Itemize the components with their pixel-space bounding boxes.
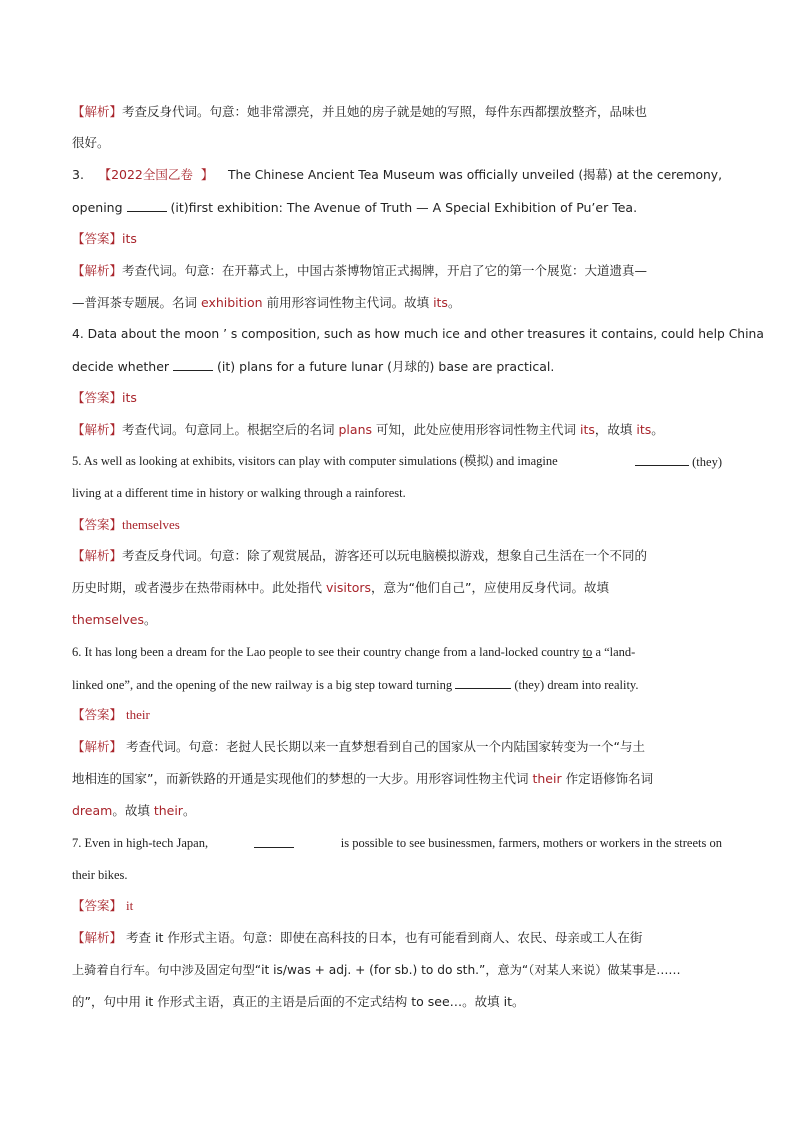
analysis-line: themselves。 bbox=[72, 612, 157, 627]
analysis-label: 【解析】 bbox=[72, 422, 123, 437]
answer-line bbox=[72, 707, 722, 723]
answer-value: themselves bbox=[122, 517, 180, 532]
question-7-line: their bikes. bbox=[72, 868, 128, 882]
answer-line bbox=[72, 390, 722, 406]
answer-value: their bbox=[126, 707, 150, 722]
analysis-label: 【解析】 bbox=[72, 930, 123, 945]
analysis-line: 【解析】 考查 it 作形式主语。句意：即使在高科技的日本，也有可能看到商人、农民、母亲或工人在街 bbox=[72, 930, 643, 945]
answer-label: 【答案】 bbox=[72, 231, 123, 246]
analysis-label: 【解析】 bbox=[72, 104, 123, 119]
analysis-line: 【解析】 考查代词。句意：老挝人民长期以来一直梦想看到自己的国家从一个内陆国家转变为一个“与土 bbox=[72, 739, 645, 754]
answer-blank bbox=[173, 358, 213, 371]
analysis-line: 的”，句中用 it 作形式主语，真正的主语是后面的不定式结构 to see…。故填 it。 bbox=[72, 994, 525, 1009]
answer-label: 【答案】 bbox=[72, 707, 123, 722]
question-6-line: 6. It has long been a dream for the Lao people to see their country change from a land-locked country to a “land- bbox=[72, 645, 636, 659]
analysis-line: 【解析】考查代词。句意同上。根据空后的名词 plans 可知，此处应使用形容词性物主代词 its，故填 its。 bbox=[72, 422, 664, 437]
question-7-line: 7. Even in high-tech Japan, is possible to see businessmen, farmers, mothers or workers in the streets on bbox=[72, 836, 722, 850]
question-number: 3. bbox=[72, 167, 84, 182]
question-4-line: decide whether (it) plans for a future lunar (月球的) base are practical. bbox=[72, 359, 555, 374]
analysis-line bbox=[72, 135, 722, 151]
question-5-line: living at a different time in history or walking through a rainforest. bbox=[72, 486, 406, 500]
source-tag: 【2022全国乙卷 】 bbox=[98, 167, 214, 182]
answer-line bbox=[72, 517, 722, 533]
answer-value: its bbox=[122, 231, 137, 246]
answer-label: 【答案】 bbox=[72, 517, 123, 532]
analysis-line: —普洱茶专题展。名词 exhibition 前用形容词性物主代词。故填 its。 bbox=[72, 295, 461, 310]
analysis-text: 很好。 bbox=[72, 135, 110, 150]
answer-label: 【答案】 bbox=[72, 898, 123, 913]
analysis-line bbox=[72, 104, 722, 120]
question-3-line bbox=[72, 167, 722, 183]
analysis-label: 【解析】 bbox=[72, 263, 123, 278]
answer-value: its bbox=[122, 390, 137, 405]
question-text: The Chinese Ancient Tea Museum was officially unveiled (揭幕) at the ceremony, bbox=[228, 168, 722, 182]
answer-blank bbox=[127, 199, 167, 212]
answer-blank bbox=[455, 676, 511, 689]
analysis-line: 【解析】考查反身代词。句意：除了观赏展品，游客还可以玩电脑模拟游戏，想象自己生活在一个不同的 bbox=[72, 548, 648, 563]
analysis-line: 上骑着自行车。句中涉及固定句型“it is/was + adj. + (for sb.) to do sth.”，意为“（对某人来说）做某事是…… bbox=[72, 963, 681, 977]
analysis-label: 【解析】 bbox=[72, 739, 123, 754]
analysis-line: 地相连的国家”，而新铁路的开通是实现他们的梦想的一大步。用形容词性物主代词 their 作定语修饰名词 bbox=[72, 771, 654, 786]
analysis-label: 【解析】 bbox=[72, 548, 123, 563]
answer-value: it bbox=[126, 898, 134, 913]
analysis-line: 【解析】考查代词。句意：在开幕式上，中国古茶博物馆正式揭牌，开启了它的第一个展览：大道遗真— bbox=[72, 263, 648, 278]
question-4-line: 4. Data about the moon ’ s composition, such as how much ice and other treasures it contains, could help China bbox=[72, 327, 764, 341]
question-3-line: opening (it)first exhibition: The Avenue of Truth — A Special Exhibition of Pu’er Tea. bbox=[72, 200, 638, 215]
analysis-text: 考查反身代词。句意：她非常漂亮，并且她的房子就是她的写照，每件东西都摆放整齐，品味也 bbox=[122, 104, 648, 119]
answer-blank bbox=[254, 835, 294, 848]
analysis-line: dream。故填 their。 bbox=[72, 803, 196, 818]
answer-line bbox=[72, 898, 722, 914]
answer-label: 【答案】 bbox=[72, 390, 123, 405]
question-6-line: linked one”, and the opening of the new railway is a big step toward turning (they) dream into reality. bbox=[72, 678, 639, 692]
question-5-line: 5. As well as looking at exhibits, visitors can play with computer simulations (模拟) and imagine (they) bbox=[72, 454, 722, 469]
answer-line bbox=[72, 231, 722, 247]
analysis-line: 历史时期，或者漫步在热带雨林中。此处指代 visitors，意为“他们自己”，应使用反身代词。故填 bbox=[72, 580, 609, 595]
answer-blank bbox=[635, 453, 689, 466]
